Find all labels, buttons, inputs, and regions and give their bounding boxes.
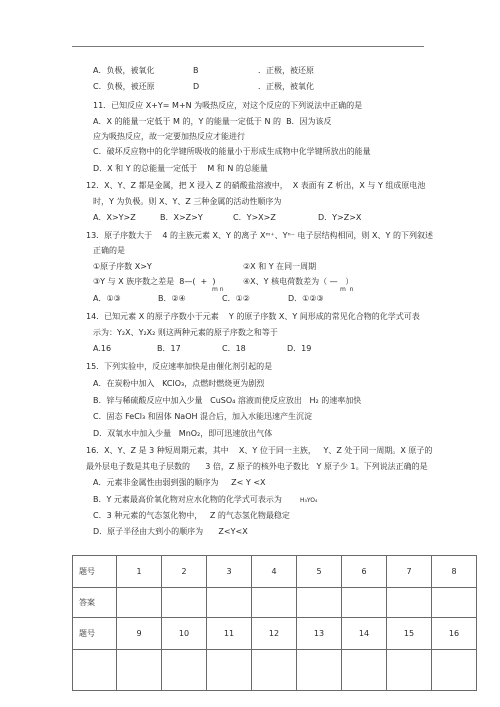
answer-cell[interactable]	[162, 650, 207, 691]
q15-option-b: B．锌与稀硫酸反应中加入少量 CuSO₄ 溶液而使反应放出 H₂ 的速率加快	[93, 396, 362, 405]
q13-stem: 13．原子序数大于 4 的主族元素 X、Y 的离子 Xᵐ⁺、Yⁿ⁻ 电子层结构相同，则 X、Y 的下列叙述	[86, 231, 433, 240]
q13-statement-3: ③Y 与 X 族序数之差是 8—( + )	[93, 277, 216, 286]
answer-table	[72, 555, 477, 691]
q11-option-c: C．破坏反应物中的化学键所吸收的能量小于形成生成物中化学键所放出的能量	[93, 147, 371, 156]
prev-option-b-text: ．正极，被还原	[258, 66, 314, 75]
q13-subscript-mn-1: m n	[212, 286, 224, 293]
q12-option-a: A．X>Y>Z	[93, 213, 136, 222]
q14-option-d: D．19	[287, 344, 312, 353]
answer-cell[interactable]	[342, 650, 387, 691]
row-label-question-number: 题号	[73, 618, 117, 650]
row-label-question-number: 题号	[73, 556, 117, 588]
q12-stem-line2: 时，Y 为负极。则 X、Y、Z 三种金属的活动性顺序为	[93, 197, 282, 206]
question-number-cell: 16	[432, 618, 477, 650]
answer-cell[interactable]	[207, 650, 252, 691]
answer-cell[interactable]	[117, 588, 162, 618]
q15-option-c: C．固态 FeCl₃ 和固体 NaOH 混合后，加入水能迅速产生沉淀	[93, 412, 313, 421]
q13-option-b: B．②④	[158, 294, 186, 303]
q14-stem: 14．已知元素 X 的原子序数小于元素 Y 的原子序数 X、Y 间形成的常见化合物的化学式可表	[86, 312, 420, 321]
answer-cell[interactable]	[297, 650, 342, 691]
question-number-cell: 2	[162, 556, 207, 588]
q15-option-d: D．双氧水中加入少量 MnO₂，即可迅速放出气体	[93, 429, 273, 438]
answer-cell[interactable]	[207, 588, 252, 618]
question-number-cell: 10	[162, 618, 207, 650]
q13-option-a: A．①③	[93, 294, 121, 303]
answer-cell[interactable]	[387, 588, 432, 618]
question-number-cell: 13	[297, 618, 342, 650]
q13-stem-line2: 正确的是	[93, 246, 125, 255]
q12-option-d: D．Y>Z>X	[318, 213, 362, 222]
q12-stem: 12．X、Y、Z 都是金属，把 X 浸入 Z 的硝酸盐溶液中， X 表面有 Z 析出，X 与 Y 组成原电池	[86, 181, 426, 190]
q13-subscript-mn-2: m n	[340, 286, 354, 293]
q14-stem-line2: 示为：Y₂X、Y₂X₂ 则这两种元素的原子序数之和等于	[93, 328, 278, 337]
answer-cell[interactable]	[252, 588, 297, 618]
question-number-cell: 9	[117, 618, 162, 650]
answer-cell[interactable]	[117, 650, 162, 691]
answer-cell[interactable]	[297, 588, 342, 618]
question-number-cell: 15	[387, 618, 432, 650]
q13-statement-2: ②X 和 Y 在同一周期	[243, 262, 317, 271]
row-label-answer: 答案	[73, 588, 117, 618]
question-number-cell: 3	[207, 556, 252, 588]
question-number-cell: 4	[252, 556, 297, 588]
question-number-cell: 12	[252, 618, 297, 650]
q16-stem: 16．X、Y、Z 是 3 种短周期元素，其中 X、Y 位于同一主族， Y、Z 处于同一周期。X 原子的	[86, 446, 433, 455]
q15-option-a: A．在炭粉中加入 KClO₃，点燃时燃烧更为剧烈	[93, 379, 265, 388]
q13-option-d: D．①②③	[288, 294, 324, 303]
answer-cell[interactable]	[387, 650, 432, 691]
q11-option-a-line1: A．X 的能量一定低于 M 的，Y 的能量一定低于 N 的 B．因为该反	[93, 117, 332, 126]
prev-option-d-text: ．正极，被氧化	[258, 82, 314, 91]
question-number-cell: 7	[387, 556, 432, 588]
q14-option-a: A.16	[93, 344, 112, 353]
q16-option-b: B．Y 元素最高价氧化物对应水化物的化学式可表示为	[93, 495, 282, 504]
answer-table-row-answers	[73, 588, 477, 618]
q16-option-d: D．原子半径由大到小的顺序为 Z<Y<X	[93, 527, 248, 536]
q12-option-c: C．Y>X>Z	[233, 213, 276, 222]
answer-table-row-answers-2	[73, 650, 477, 691]
prev-option-d-letter: D	[193, 82, 200, 91]
question-number-cell: 6	[342, 556, 387, 588]
answer-cell[interactable]	[342, 588, 387, 618]
q11-option-d: D．X 和 Y 的总能量一定低于 M 和 N 的总能量	[93, 164, 268, 173]
answer-cell[interactable]	[432, 588, 477, 618]
q13-statement-1: ①原子序数 X>Y	[93, 262, 152, 271]
answer-cell	[73, 650, 117, 691]
answer-table-row-numbers-1	[73, 556, 477, 588]
question-number-cell: 14	[342, 618, 387, 650]
q13-option-c: C．①②	[222, 294, 250, 303]
q11-stem: 11．已知反应 X+Y= M+N 为吸热反应，对这个反应的下列说法中正确的是	[93, 101, 363, 110]
prev-option-b-letter: B	[193, 66, 199, 75]
question-number-cell: 11	[207, 618, 252, 650]
answer-cell[interactable]	[162, 588, 207, 618]
q16-option-c: C．3 种元素的气态氢化物中， Z 的气态氢化物最稳定	[93, 511, 290, 520]
q13-statement-4: ④X、Y 核电荷数差为（ — ）	[243, 277, 354, 286]
prev-option-a: A．负极，被氧化	[93, 66, 155, 75]
q14-option-b: B．17	[157, 344, 181, 353]
q15-stem: 15．下列实验中，反应速率加快是由催化剂引起的是	[86, 362, 273, 371]
question-number-cell: 1	[117, 556, 162, 588]
q14-option-c: C．18	[222, 344, 246, 353]
q16-stem-line2: 最外层电子数是其电子层数的 3 倍，Z 原子的核外电子数比 Y 原子少 1。下列说法正确的是	[86, 462, 428, 471]
q12-option-b: B．X>Z>Y	[160, 213, 203, 222]
answer-cell[interactable]	[252, 650, 297, 691]
q16-option-b-formula: H₃YO₄	[300, 497, 318, 504]
answer-table-row-numbers-2	[73, 618, 477, 650]
header-rule	[72, 46, 424, 47]
answer-cell[interactable]	[432, 650, 477, 691]
prev-option-c: C．负极，被还原	[93, 82, 155, 91]
q16-option-a: A．元素非金属性由弱到强的顺序为 Z< Y <X	[93, 478, 266, 487]
question-number-cell: 8	[432, 556, 477, 588]
q11-option-a-line2: 应为吸热反应，故一定要加热反应才能进行	[93, 132, 245, 141]
question-number-cell: 5	[297, 556, 342, 588]
